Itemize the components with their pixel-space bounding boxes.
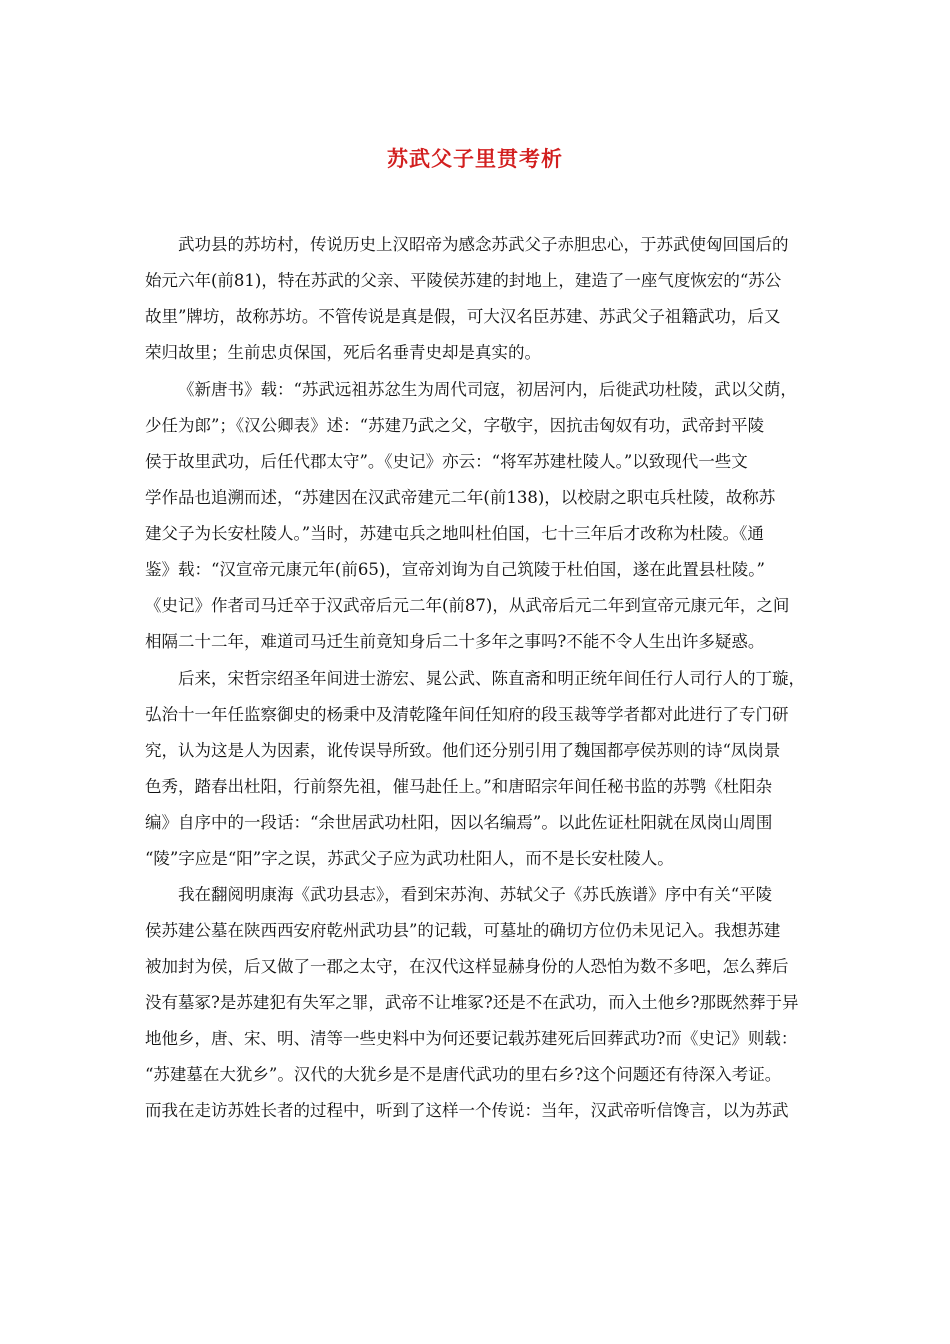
paragraph-line: 被加封为侯，后又做了一郡之太守，在汉代这样显赫身份的人恐怕为数不多吧，怎么葬后 xyxy=(145,957,789,976)
paragraph-line: 鉴》载：“汉宣帝元康元年(前65)，宣帝刘询为自己筑陵于杜伯国，遂在此置县杜陵。” xyxy=(145,560,765,579)
paragraph-line: 编》自序中的一段话：“余世居武功杜阳，因以名编焉”。以此佐证杜阳就在凤岗山周围 xyxy=(145,813,773,832)
paragraph-line: 《史记》作者司马迁卒于汉武帝后元二年(前87)，从武帝后元二年到宣帝元康元年，之间 xyxy=(145,596,790,615)
paragraph-line: 建父子为长安杜陵人。”当时，苏建屯兵之地叫杜伯国，七十三年后才改称为杜陵。《通 xyxy=(145,524,764,543)
paragraph-line: 地他乡，唐、宋、明、清等一些史料中为何还要记载苏建死后回葬武功?而《史记》则载： xyxy=(145,1029,798,1048)
paragraph-line: 相隔二十二年，难道司马迁生前竟知身后二十多年之事吗?不能不令人生出许多疑惑。 xyxy=(145,632,765,651)
page-title: 苏武父子里贯考析 xyxy=(387,146,563,171)
paragraph-line: 《新唐书》载：“苏武远祖苏忿生为周代司寇，初居河内，后徙武功杜陵，武以父荫， xyxy=(178,380,797,399)
paragraph-line: 荣归故里；生前忠贞保国，死后名垂青史却是真实的。 xyxy=(145,343,541,362)
paragraph-line: 没有墓冢?是苏建犯有失军之罪，武帝不让堆冢?还是不在武功，而入土他乡?那既然葬于异 xyxy=(145,993,799,1012)
paragraph-line: 武功县的苏坊村，传说历史上汉昭帝为感念苏武父子赤胆忠心，于苏武使匈回国后的 xyxy=(178,235,789,254)
paragraph-line: “陵”字应是“阳”字之误，苏武父子应为武功杜阳人，而不是长安杜陵人。 xyxy=(145,849,674,868)
paragraph-line: 故里”牌坊，故称苏坊。不管传说是真是假，可大汉名臣苏建、苏武父子祖籍武功，后又 xyxy=(145,307,781,326)
paragraph-line: 究，认为这是人为因素，讹传误导所致。他们还分别引用了魏国都亭侯苏则的诗“凤岗景 xyxy=(145,741,781,760)
paragraph-line: 侯苏建公墓在陕西西安府乾州武功县”的记载，可墓址的确切方位仍未见记入。我想苏建 xyxy=(145,921,781,940)
paragraph-line: 始元六年(前81)，特在苏武的父亲、平陵侯苏建的封地上，建造了一座气度恢宏的“苏公 xyxy=(145,271,782,290)
paragraph-line: 色秀，踏春出杜阳，行前祭先祖，催马赴任上。”和唐昭宗年间任秘书监的苏鹗《杜阳杂 xyxy=(145,777,773,796)
paragraph-line: 后来，宋哲宗绍圣年间进士游宏、晁公武、陈直斋和明正统年间任行人司行人的丁璇， xyxy=(178,669,805,688)
paragraph-line: “苏建墓在大犹乡”。汉代的大犹乡是不是唐代武功的里右乡?这个问题还有待深入考证。 xyxy=(145,1065,782,1084)
paragraph-line: 而我在走访苏姓长者的过程中，听到了这样一个传说：当年，汉武帝听信馋言，以为苏武 xyxy=(145,1101,789,1120)
paragraph-line: 少任为郎”；《汉公卿表》述：“苏建乃武之父，字敬宇，因抗击匈奴有功，武帝封平陵 xyxy=(145,416,765,435)
paragraph-line: 我在翻阅明康海《武功县志》，看到宋苏洵、苏轼父子《苏氏族谱》序中有关“平陵 xyxy=(178,885,773,904)
paragraph-line: 弘治十一年任监察御史的杨秉中及清乾隆年间任知府的段玉裁等学者都对此进行了专门研 xyxy=(145,705,789,724)
paragraph-line: 学作品也追溯而述，“苏建因在汉武帝建元二年(前138)，以校尉之职屯兵杜陵，故称苏 xyxy=(145,488,776,507)
paragraph-line: 侯于故里武功，后任代郡太守”。《史记》亦云：“将军苏建杜陵人。”以致现代一些文 xyxy=(145,452,748,471)
